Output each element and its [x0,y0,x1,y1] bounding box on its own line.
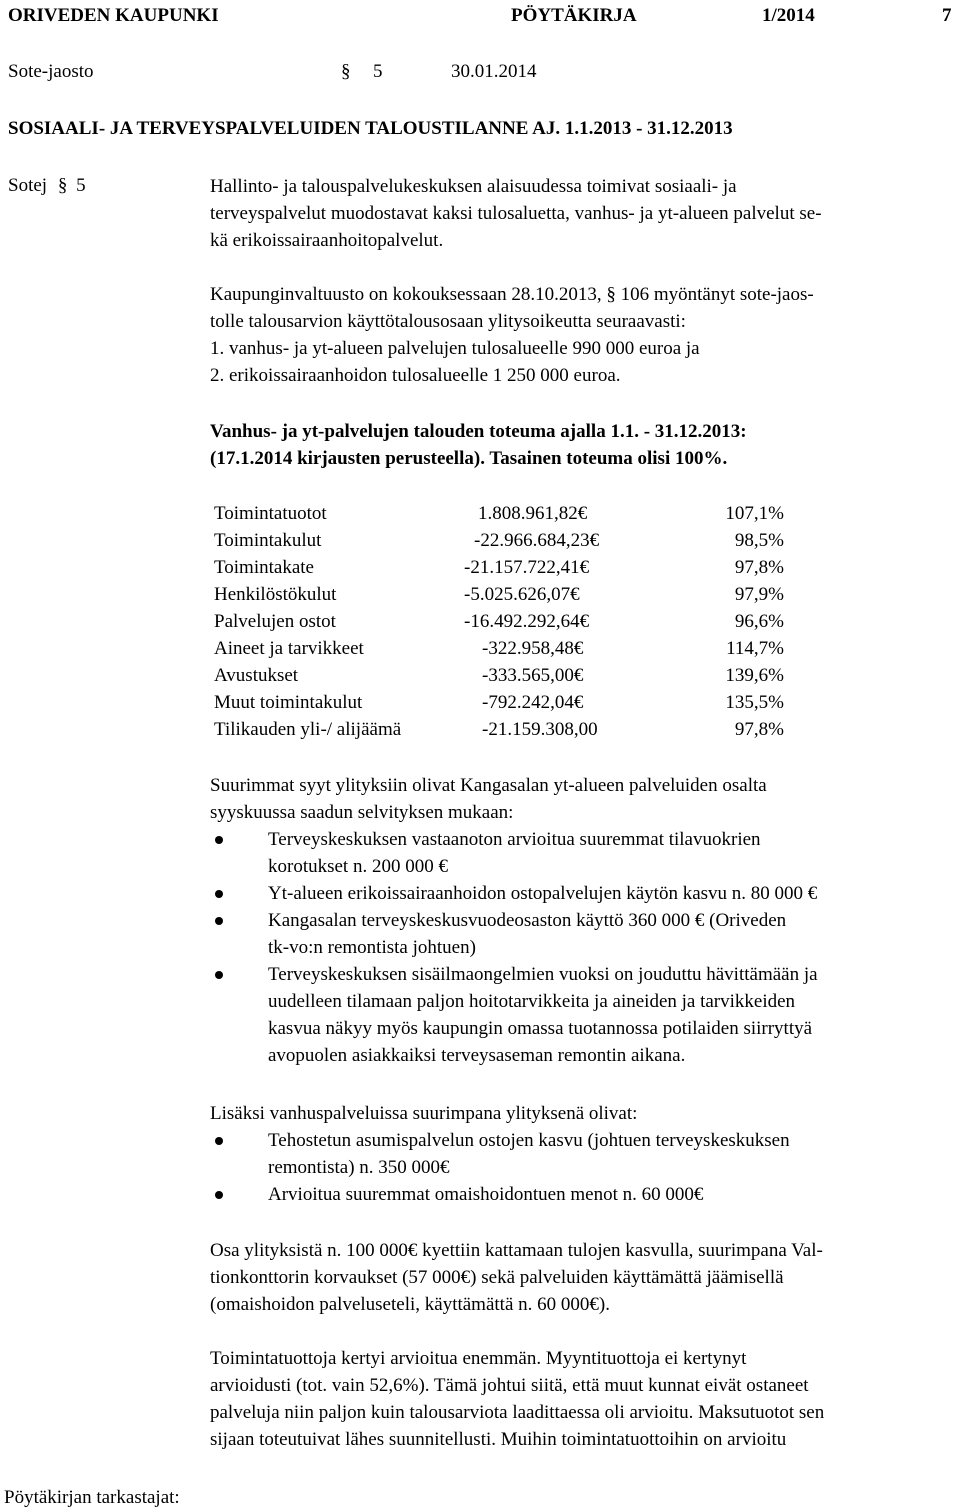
coverage-paragraph [210,1237,955,1318]
list-item-line: Kangasalan terveyskeskusvuodeosaston käyttö 360 000 € (Oriveden [268,910,787,931]
list-item-line: korotukset n. 200 000 € [268,856,448,877]
document-number: 1/2014 [762,5,815,26]
finance-percent: 98,5% [734,530,784,551]
finance-amount: -21.157.722,41€ [464,557,590,578]
finance-amount: -5.025.626,07€ [464,584,580,605]
finance-percent: 114,7% [726,638,784,659]
finance-label: Toimintatuotot [214,503,327,524]
reviewers-label: Pöytäkirjan tarkastajat: [4,1487,180,1508]
list-item-line: uudelleen tilamaan paljon hoitotarvikkeita ja aineiden ja tarvikkeiden [268,991,796,1012]
list-item-line: Terveyskeskuksen vastaanoton arvioitua suuremmat tilavuokrien [268,829,761,850]
reasons-intro-line: Suurimmat syyt ylityksiin olivat Kangasalan yt-alueen palveluiden osalta [210,775,767,796]
reasons-intro [210,772,955,826]
finance-label: Toimintakulut [214,530,322,551]
finance-amount: -21.159.308,00 [482,719,598,740]
intro-line: kä erikoissairaanhoitopalvelut. [210,230,444,251]
finance-amount: -16.492.292,64€ [464,611,590,632]
council-line: 2. erikoissairaanhoidon tulosalueelle 1 250 000 euroa. [210,365,621,386]
reasons-list [210,826,955,1069]
realization-heading-line: Vanhus- ja yt-palvelujen talouden toteuma ajalla 1.1. - 31.12.2013: [210,421,747,442]
finance-row [214,608,814,635]
finance-percent: 96,6% [734,611,784,632]
page-number: 7 [942,5,952,26]
finance-percent: 135,5% [725,692,784,713]
list-item [210,880,955,907]
intro-paragraph [210,173,955,254]
list-item-line: Tehostetun asumispalvelun ostojen kasvu (johtuen terveyskeskuksen [268,1130,790,1151]
finance-row [214,500,814,527]
finance-percent: 97,9% [734,584,784,605]
income-paragraph [210,1345,955,1453]
income-line: arvioidusti (tot. vain 52,6%). Tämä johtui siitä, että muut kunnat eivät ostaneet [210,1375,809,1396]
list-item-line: avopuolen asiakkaiksi terveysaseman remontin aikana. [268,1045,686,1066]
finance-label: Tilikauden yli-/ alijäämä [214,719,402,740]
intro-line: terveyspalvelut muodostavat kaksi tulosaluetta, vanhus- ja yt-alueen palvelut se- [210,203,822,224]
list-item-line: kasvua näkyy myös kaupungin omassa tuotannossa potilaiden siirryttyä [268,1018,813,1039]
list-item [210,826,955,880]
finance-row [214,527,814,554]
list-item-line: tk-vo:n remontista johtuen) [268,937,476,958]
document-title-line1: SOSIAALI- JA TERVEYSPALVELUIDEN TALOUSTILANNE AJ. 1.1.2013 - 31.12.2013 [8,118,733,139]
finance-label: Toimintakate [214,557,314,578]
coverage-line: (omaishoidon palveluseteli, käyttämättä n. 60 000€). [210,1294,610,1315]
council-line: 1. vanhus- ja yt-alueen palvelujen tulosalueelle 990 000 euroa ja [210,338,700,359]
document-type: PÖYTÄKIRJA [511,5,637,26]
meeting-date: 30.01.2014 [451,61,537,82]
finance-percent: 139,6% [725,665,784,686]
finance-row [214,581,814,608]
list-item-line: Terveyskeskuksen sisäilmaongelmien vuoksi on jouduttu hävittämään ja [268,964,818,985]
coverage-line: Osa ylityksistä n. 100 000€ kyettiin kattamaan tulojen kasvulla, suurimpana Val- [210,1240,823,1261]
income-line: Toimintatuottoja kertyi arvioitua enemmän. Myyntituottoja ei kertynyt [210,1348,747,1369]
section-sign: § [341,61,351,82]
finance-row [214,689,814,716]
council-line: tolle talousarvion käyttötalousosaan ylitysoikeutta seuraavasti: [210,311,686,332]
section-label [8,172,86,199]
finance-amount: -333.565,00€ [482,665,584,686]
coverage-line: tionkonttorin korvaukset (57 000€) sekä palveluiden käyttämättä jäämisellä [210,1267,784,1288]
list-item [210,961,955,1069]
income-line: palveluja niin paljon kuin talousarviota laadittaessa oli arvioitu. Maksutuotot sen [210,1402,825,1423]
finance-row [214,554,814,581]
reasons-intro-line: syyskuussa saadun selvityksen mukaan: [210,802,514,823]
finance-label: Henkilöstökulut [214,584,337,605]
realization-heading-line: (17.1.2014 kirjausten perusteella). Tasainen toteuma olisi 100%. [210,448,728,469]
list-item [210,907,955,961]
council-line: Kaupunginvaltuusto on kokouksessaan 28.10.2013, § 106 myöntänyt sote-jaos- [210,284,814,305]
elderly-intro [210,1100,955,1127]
finance-label: Palvelujen ostot [214,611,336,632]
finance-label: Avustukset [214,665,299,686]
list-item-line: Arvioitua suuremmat omaishoidontuen menot n. 60 000€ [268,1184,704,1205]
document-title-line2: 2013 [694,118,733,139]
list-item-line: remontista) n. 350 000€ [268,1157,450,1178]
finance-amount: -322.958,48€ [482,638,584,659]
section-label-sign: § [57,175,68,196]
list-item [210,1181,955,1208]
intro-line: Hallinto- ja talouspalvelukeskuksen alaisuudessa toimivat sosiaali- ja [210,176,737,197]
finance-percent: 97,8% [734,719,784,740]
finance-amount: -792.242,04€ [482,692,584,713]
elderly-list [210,1127,955,1208]
finance-percent: 97,8% [734,557,784,578]
list-item-line: Yt-alueen erikoissairaanhoidon ostopalvelujen käytön kasvu n. 80 000 € [268,883,818,904]
finance-label: Aineet ja tarvikkeet [214,638,364,659]
elderly-intro-line: Lisäksi vanhuspalveluissa suurimpana ylityksenä olivat: [210,1103,638,1124]
finance-amount: 1.808.961,82€ [478,503,588,524]
finance-amount: -22.966.684,23€ [474,530,600,551]
committee-name: Sote-jaosto [8,61,94,82]
realization-heading [210,418,955,472]
section-label-number: 5 [76,175,86,196]
finance-row [214,716,814,743]
list-item [210,1127,955,1181]
finance-row [214,662,814,689]
finance-row [214,635,814,662]
section-label-prefix: Sotej [8,175,48,196]
income-line: sijaan toteutuivat lähes suunnitellusti. Muihin toimintatuottoihin on arvioitu [210,1429,787,1450]
finance-label: Muut toimintakulut [214,692,363,713]
finance-percent: 107,1% [725,503,784,524]
section-number: 5 [373,61,383,82]
org-name: ORIVEDEN KAUPUNKI [8,5,219,26]
council-decision-paragraph [210,281,955,389]
